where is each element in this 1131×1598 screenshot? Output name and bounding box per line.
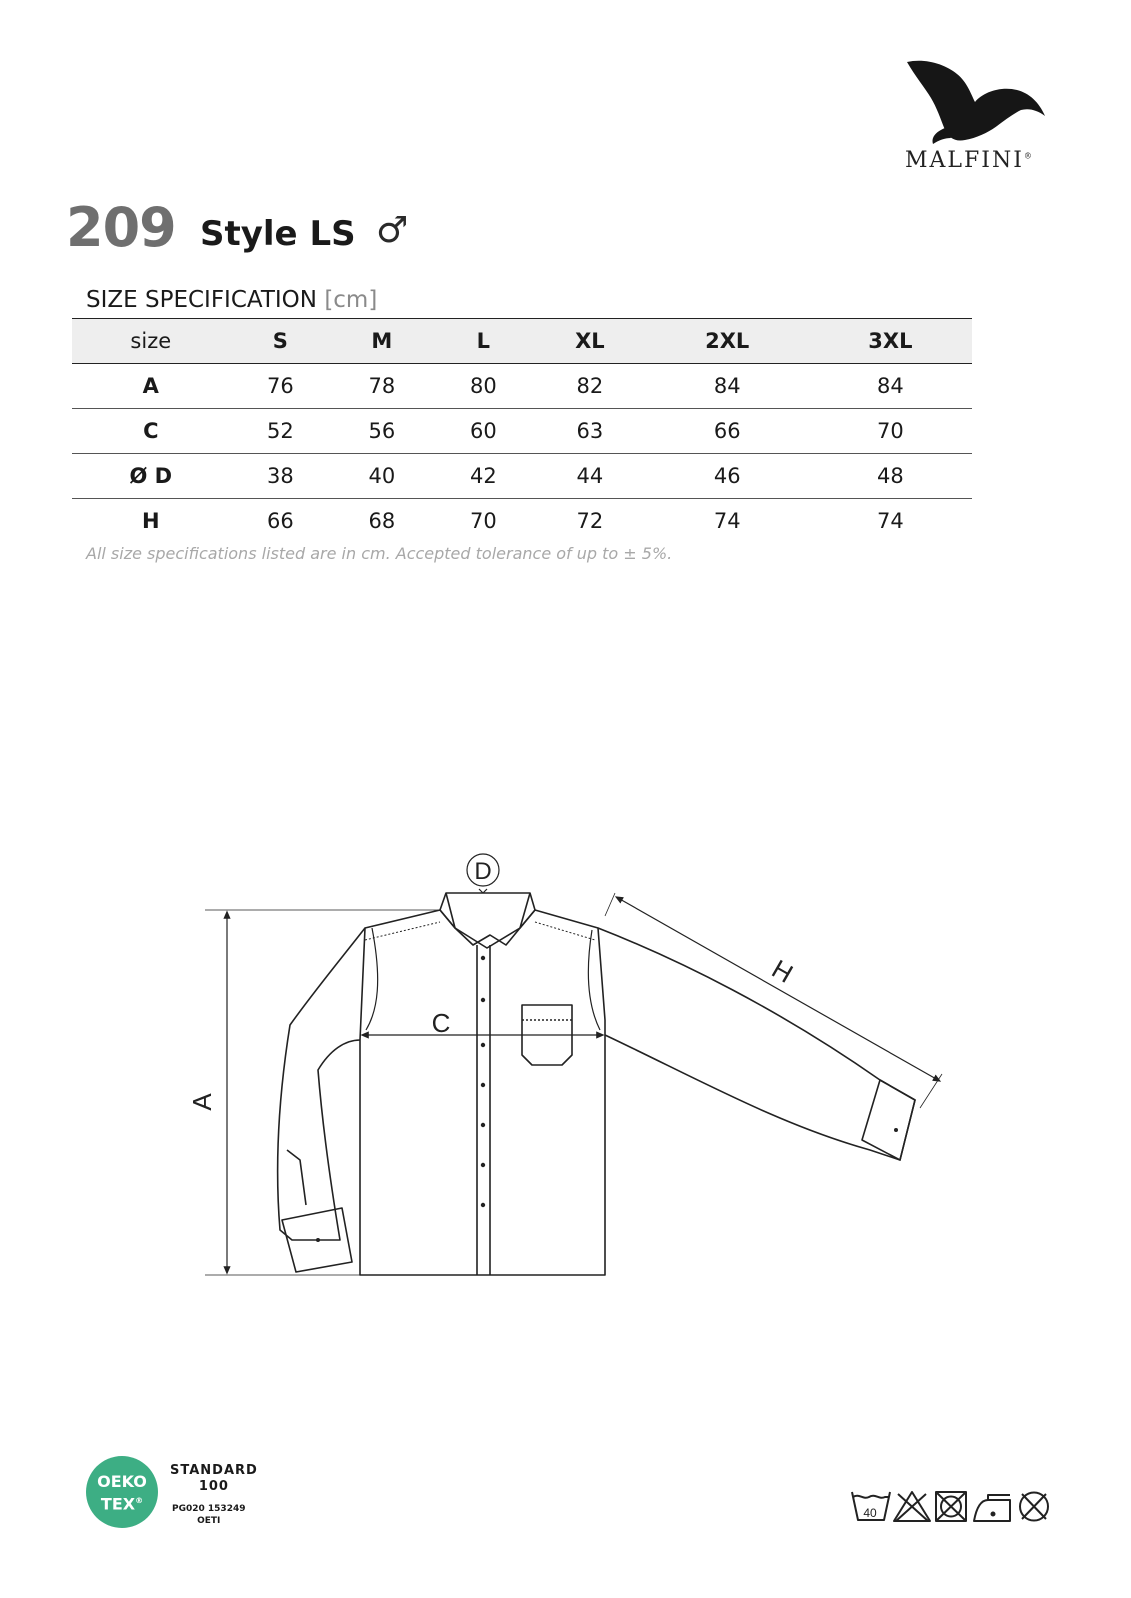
product-code: 209 bbox=[66, 196, 176, 259]
brand-name: MALFINI® bbox=[905, 148, 1034, 173]
size-spec-heading: SIZE SPECIFICATION [cm] bbox=[86, 287, 378, 313]
oeko-certificate-code: PG020 153249 OETI bbox=[172, 1504, 246, 1526]
table-cell: 48 bbox=[809, 454, 972, 499]
table-cell: 46 bbox=[646, 454, 809, 499]
column-header: 2XL bbox=[646, 319, 809, 364]
column-header: M bbox=[331, 319, 433, 364]
product-name: Style LS bbox=[200, 214, 356, 254]
table-header-row bbox=[72, 319, 972, 364]
table-row bbox=[72, 409, 972, 454]
table-cell: 72 bbox=[576, 509, 604, 533]
size-spec-table bbox=[72, 318, 972, 543]
table-cell: 42 bbox=[433, 454, 535, 499]
table-cell: 63 bbox=[534, 409, 646, 454]
table-cell: 78 bbox=[331, 364, 433, 409]
column-header: 3XL bbox=[809, 319, 972, 364]
table-cell: 40 bbox=[331, 454, 433, 499]
male-symbol-icon: ♂ bbox=[376, 210, 409, 251]
shirt-measurement-diagram bbox=[180, 835, 950, 1295]
table-cell: 84 bbox=[646, 364, 809, 409]
table-cell: 84 bbox=[809, 364, 972, 409]
table-row bbox=[72, 454, 972, 499]
table-cell: 82 bbox=[534, 364, 646, 409]
dimension-label-h: H bbox=[766, 953, 799, 989]
iron-low-icon bbox=[974, 1495, 1010, 1521]
no-tumble-dry-icon bbox=[936, 1492, 966, 1521]
table-cell: 74 bbox=[713, 509, 741, 533]
wash-temperature: 40 bbox=[863, 1506, 877, 1520]
dimension-label-a: A bbox=[187, 1093, 217, 1111]
oeko-tex-badge bbox=[86, 1456, 158, 1528]
table-cell: 56 bbox=[331, 409, 433, 454]
row-label: C bbox=[72, 409, 230, 454]
table-cell: 60 bbox=[433, 409, 535, 454]
no-dry-clean-icon bbox=[1020, 1493, 1048, 1521]
column-header: XL bbox=[534, 319, 646, 364]
column-header: S bbox=[230, 319, 332, 364]
table-cell: 38 bbox=[230, 454, 332, 499]
tolerance-note: All size specifications listed are in cm. Accepted tolerance of up to ± 5%. bbox=[86, 544, 673, 563]
oeko-standard-label: STANDARD 100 bbox=[170, 1463, 258, 1494]
row-label: H bbox=[142, 509, 160, 533]
table-cell: 68 bbox=[368, 509, 396, 533]
table-cell: 70 bbox=[809, 409, 972, 454]
table-cell: 74 bbox=[877, 509, 904, 533]
oeko-badge-line2: TEX® bbox=[100, 1494, 144, 1514]
table-cell: 76 bbox=[230, 364, 332, 409]
column-header: size bbox=[72, 319, 230, 364]
table-row bbox=[72, 364, 972, 409]
table-cell: 52 bbox=[230, 409, 332, 454]
table-cell: 66 bbox=[646, 409, 809, 454]
row-label: Ø D bbox=[72, 454, 230, 499]
row-label: A bbox=[72, 364, 230, 409]
column-header: L bbox=[433, 319, 535, 364]
no-bleach-icon bbox=[894, 1492, 930, 1521]
care-symbols bbox=[850, 1488, 1055, 1526]
dimension-label-c: C bbox=[431, 1008, 451, 1038]
table-row bbox=[72, 499, 972, 544]
oeko-badge-line1: OEKO bbox=[97, 1472, 147, 1491]
dimension-label-d: D bbox=[474, 858, 492, 885]
table-cell: 70 bbox=[469, 509, 497, 533]
wash-40-icon bbox=[852, 1492, 890, 1520]
table-cell: 44 bbox=[534, 454, 646, 499]
table-cell: 66 bbox=[266, 509, 294, 533]
table-cell: 80 bbox=[433, 364, 535, 409]
eagle-icon bbox=[905, 58, 1051, 146]
